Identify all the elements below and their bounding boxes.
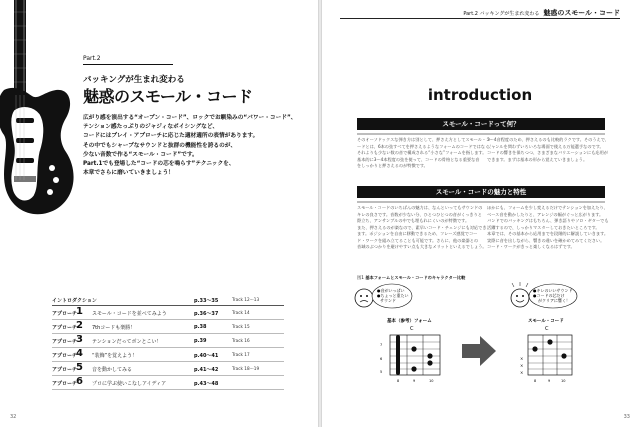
toc-row[interactable] — [52, 320, 284, 334]
chapter-title: 魅惑のスモール・コード — [83, 87, 253, 106]
text-line: 本章では、その基本から応用までを段階的に解説していきます。 — [487, 231, 609, 236]
toc-track: Track 12〜13 — [232, 297, 260, 302]
toc-page: p.40〜41 — [194, 353, 219, 359]
intro-line: 広がり感を演出する“オープン・コード”、ロックでお馴染みの“パワー・コード”、 — [83, 115, 297, 121]
section-title-bar: スモール・コードの魅力と特性 — [357, 186, 605, 198]
toc-title: 音を動かしてみる — [92, 367, 133, 373]
toc-approach-label: アプローチ — [52, 381, 78, 387]
fret-num: 10 — [429, 379, 434, 383]
toc-approach-label: アプローチ — [52, 325, 78, 331]
toc-approach-number: 1 — [76, 306, 83, 317]
bubble-left-line: ●音がいっぱい — [377, 288, 405, 293]
header-part: Part.2 バッキングが生まれ変わる — [463, 11, 540, 17]
section2-left-column — [357, 205, 487, 251]
toc-row[interactable] — [52, 362, 284, 376]
fret-num: 8 — [534, 379, 537, 383]
arrow-right-icon — [462, 336, 496, 366]
intro-paragraph — [83, 114, 297, 178]
toc-approach-number: 2 — [76, 320, 83, 331]
toc-approach-number: 5 — [76, 362, 83, 373]
section-title-bar: スモール・コードって何？ — [357, 118, 605, 130]
text-line: 実際に音を出しながら、響きの違いを確かめてみてください。 — [487, 237, 605, 243]
bubble-left-line: ●ちょっと重たい — [377, 293, 409, 298]
toc-title: 7thコードも楽勝！ — [92, 325, 136, 331]
toc-page: p.43〜48 — [194, 381, 219, 387]
toc-page: p.36〜37 — [194, 311, 219, 317]
intro-line: コードにはプレイ・アプローチに応じた適材適所の表情があります。 — [83, 133, 259, 140]
header-rule — [340, 18, 620, 19]
text-line: バンドでのバッキングはもちろん、弾き語りやソロ・ギターでも — [487, 218, 609, 223]
right-page — [320, 0, 640, 427]
running-header — [463, 8, 620, 18]
bubble-right-line: ●キレのいいサウンド — [533, 288, 573, 293]
text-line: ほかにも、フォームを少し変えるだけでテンションを加えたり、 — [487, 205, 608, 210]
toc-approach-label: アプローチ — [52, 311, 78, 317]
section1-left-column — [357, 137, 494, 170]
part-divider — [83, 64, 173, 65]
bubble-right-line: ●コードの芯だけ — [533, 293, 565, 298]
face-left-icon — [355, 289, 373, 307]
chord-name-right: C — [545, 326, 549, 332]
text-line: コード・ワークがきっと楽しくなるはずです。 — [487, 244, 575, 249]
toc-track: Track 16 — [232, 338, 250, 343]
toc-page: p.39 — [194, 338, 207, 344]
text-line: できます。まずは基本の形から覚えていきましょう。 — [487, 156, 588, 162]
x-mark: × — [520, 363, 524, 368]
toc-approach-label: アプローチ — [52, 353, 78, 359]
toc-track: Track 17 — [232, 352, 250, 357]
toc-title: テンションだってボンとこい！ — [92, 339, 162, 345]
speech-bubble-right — [529, 284, 577, 308]
toc-page: p.38 — [194, 324, 207, 330]
figure-number: 図1 — [357, 275, 364, 280]
toc-track: Track 15 — [232, 324, 250, 329]
label-small-chord: スモール・コード — [528, 319, 564, 324]
text-line: 3〜4音程度のため、押さえるのも比較的ラクです。そのうえで、 — [487, 137, 609, 142]
text-line: コードの響きを保ちつつ、さまざまなバリエーションにも応用が — [487, 150, 608, 155]
intro-line: テンション感たっぷりのジャジィなボイシングなど、 — [83, 124, 219, 131]
text-line: ベース音を動かしたりと、アレンジの幅がぐっと広がります。 — [487, 211, 604, 217]
toc-page: p.41〜42 — [194, 367, 219, 373]
x-mark: × — [520, 370, 524, 375]
toc-approach-label: アプローチ — [52, 367, 78, 373]
intro-line: 本章でさらに磨いていきましょう！ — [83, 170, 174, 177]
page-number-left: 32 — [10, 414, 17, 420]
intro-line: Part.1でも登場した“コードの芯を鳴らす”テクニックを、 — [83, 161, 235, 168]
toc-track: Track 14 — [232, 310, 250, 315]
text-line: また、押さえるのが楽なので、素早いコード・チェンジにも対応でき — [357, 224, 487, 230]
chord-name-left: C — [410, 326, 414, 332]
section-rule — [357, 201, 605, 203]
section1-right-column — [487, 137, 609, 163]
fretboard-right — [520, 335, 572, 383]
bubble-right-line: がクリアに響く！ — [538, 298, 570, 303]
section2-right-column — [487, 205, 609, 251]
toc-approach-number: 6 — [76, 376, 83, 387]
text-line: そのオーソドックスな弾き方は別として、押さえ方としてスモール・コ — [357, 137, 491, 142]
toc-row[interactable] — [52, 376, 284, 390]
text-line: ジャンルを問わずいろいろな場面で使える万能選手なのです。 — [487, 143, 604, 149]
text-line: 音域のぶつかりを避けやすい点も大きなメリットといえるでしょう。 — [357, 244, 487, 249]
string-num: 5 — [380, 370, 383, 374]
fret-num: 8 — [397, 379, 400, 383]
bubble-left-line: サウンド — [380, 298, 396, 303]
book-gutter — [318, 0, 322, 427]
fretboard-left — [380, 335, 440, 383]
intro-line: その中でもシャープなサウンドと抜群の機能性を誇るのが、 — [83, 142, 237, 149]
section-rule — [357, 133, 605, 135]
text-line: ます。ポジションを自由に移動できるため、フレーズ感覚でコー — [357, 231, 478, 236]
toc-title: “装飾”を覚えよう！ — [92, 353, 138, 359]
speech-bubble-left — [372, 284, 412, 308]
text-line: 際立ち、アンサンブルの中でも埋もれにくいのが特徴です。 — [357, 218, 470, 223]
label-basic-form: 基本（参考）フォーム — [387, 319, 432, 324]
toc-page: p.33〜35 — [194, 298, 219, 304]
text-line: ードとは、6本の弦すべてを押さえるようなフォームのコードではなく、 — [357, 143, 494, 149]
toc-row[interactable] — [52, 348, 284, 362]
toc-approach-number: 4 — [76, 348, 83, 359]
text-line: 活躍するので、しっかりマスターしておきたいところです。 — [487, 224, 600, 230]
text-line: スモール・コードのいちばんの魅力は、なんといってもサウンドの — [357, 205, 483, 210]
part-label: Part.2 — [83, 55, 101, 62]
guitar-illustration — [0, 0, 80, 220]
toc-row[interactable] — [52, 334, 284, 348]
toc-title: プロに学ぶ使いこなしアイディア — [92, 381, 167, 387]
fret-num: 9 — [413, 379, 416, 383]
table-of-contents — [52, 296, 284, 390]
toc-approach-label: アプローチ — [52, 339, 78, 345]
x-mark: × — [520, 356, 524, 361]
page-number-right: 33 — [623, 414, 630, 420]
intro-line: 少ない音数で作る“スモール・コード”です。 — [83, 151, 198, 158]
string-num: 6 — [380, 357, 383, 361]
toc-track: Track 18〜19 — [232, 366, 260, 371]
toc-intro-label: イントロダクション — [52, 298, 97, 304]
fret-num: 9 — [548, 379, 551, 383]
text-line: キレの良さです。音数が少ない分、ひとつひとつの音がくっきりと — [357, 211, 482, 217]
introduction-heading: introduction — [427, 86, 533, 104]
toc-approach-number: 3 — [76, 334, 83, 345]
toc-row[interactable] — [52, 306, 284, 320]
toc-title: スモール・コードを並べてみよう — [92, 311, 167, 317]
text-line: 基本的に3〜4本程度の弦を使って、コードの骨格となる重要な音 — [357, 156, 480, 162]
fret-num: 10 — [561, 379, 566, 383]
text-line: ド・ワークを組み立てることも可能です。さらに、他の楽器との — [357, 237, 479, 243]
chord-comparison-diagram — [350, 280, 610, 400]
string-num: 7 — [380, 343, 383, 347]
face-right-icon — [511, 282, 529, 307]
chapter-subtitle: バッキングが生まれ変わる — [83, 75, 185, 85]
figure-caption-text: 基本フォームとスモール・コードのキャラクター比較 — [365, 275, 466, 280]
text-line: をしっかりと押さえるのが特徴です。 — [357, 163, 428, 168]
toc-header-row[interactable] — [52, 296, 284, 306]
header-title: 魅惑のスモール・コード — [543, 9, 620, 17]
text-line: それよりも少ない数の音で構成される“小さな”フォームを指します。 — [357, 150, 487, 155]
